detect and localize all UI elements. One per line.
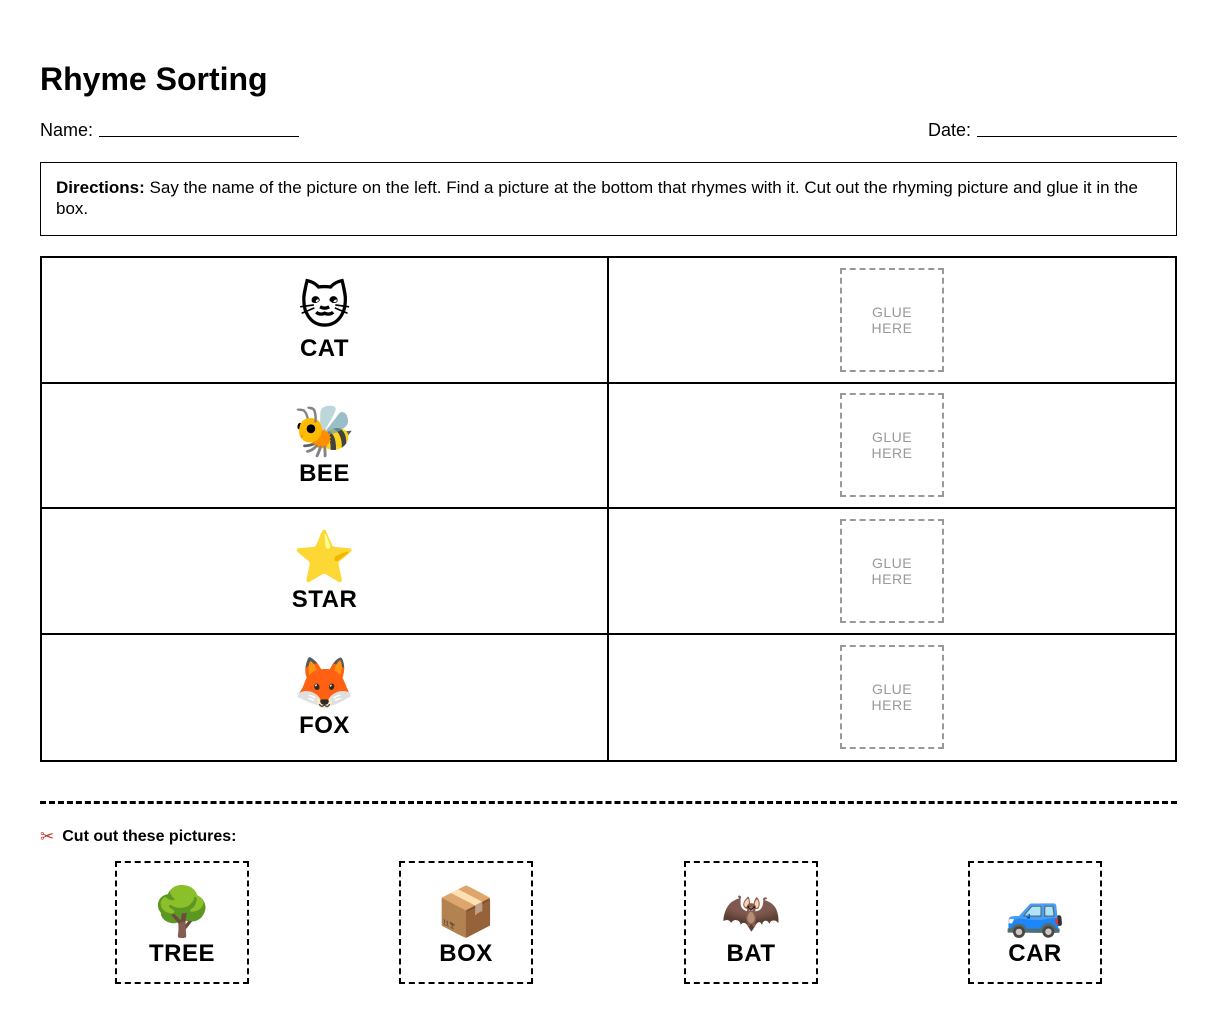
rhyme-table [40, 256, 1177, 762]
picture-word: STAR [291, 585, 358, 613]
date-blank-line[interactable] [977, 136, 1177, 137]
name-blank-line[interactable] [99, 136, 299, 137]
picture-cell [42, 635, 609, 761]
directions-label: Directions: [56, 178, 145, 197]
picture-cell [42, 384, 609, 510]
picture-word: CAT [299, 334, 350, 362]
car-icon: 🚙 [1005, 883, 1065, 940]
glue-cell [609, 258, 1175, 384]
glue-box[interactable]: GLUE HERE [840, 519, 944, 623]
package-box-icon: 📦 [436, 883, 496, 940]
cutout-heading [40, 827, 236, 847]
scissors-icon: ✂ [40, 827, 55, 847]
cutout-card-bat[interactable] [684, 861, 818, 984]
bat-icon: 🦇 [721, 883, 781, 940]
card-word: BOX [439, 939, 493, 967]
glue-cell [609, 509, 1175, 635]
page-title: Rhyme Sorting [40, 61, 268, 97]
fox-face-icon: 🦊 [293, 654, 356, 713]
cutout-card-box[interactable] [399, 861, 533, 984]
glue-box[interactable]: GLUE HERE [840, 268, 944, 372]
cat-face-icon: 🐱 [298, 276, 351, 335]
card-word: BAT [726, 939, 776, 967]
picture-cell [42, 258, 609, 384]
picture-cell [42, 509, 609, 635]
glue-box[interactable]: GLUE HERE [840, 393, 944, 497]
name-label: Name: [40, 120, 94, 140]
bee-icon: 🐝 [293, 402, 356, 461]
card-word: TREE [148, 939, 215, 967]
picture-word: BEE [299, 460, 350, 488]
directions-text: Say the name of the picture on the left. Find a picture at the bottom that rhymes with it. Cut out the rhyming picture and glue it in the box. [56, 178, 1138, 218]
cutout-heading-text: Cut out these pictures: [62, 828, 237, 845]
glue-cell [609, 635, 1175, 761]
directions-box [40, 162, 1177, 236]
cut-line-divider [40, 801, 1177, 804]
picture-word: FOX [299, 712, 350, 740]
card-word: CAR [1008, 939, 1062, 967]
glue-cell [609, 384, 1175, 510]
cutout-cards [40, 861, 1177, 984]
name-date-row [40, 118, 1177, 142]
date-field[interactable] [928, 118, 1177, 142]
cutout-card-tree[interactable] [115, 861, 249, 984]
glue-box[interactable]: GLUE HERE [840, 645, 944, 749]
cutout-card-car[interactable] [968, 861, 1102, 984]
name-field[interactable] [40, 118, 299, 142]
star-icon: ⭐ [293, 527, 356, 586]
date-label: Date: [927, 120, 971, 140]
tree-icon: 🌳 [152, 883, 212, 940]
